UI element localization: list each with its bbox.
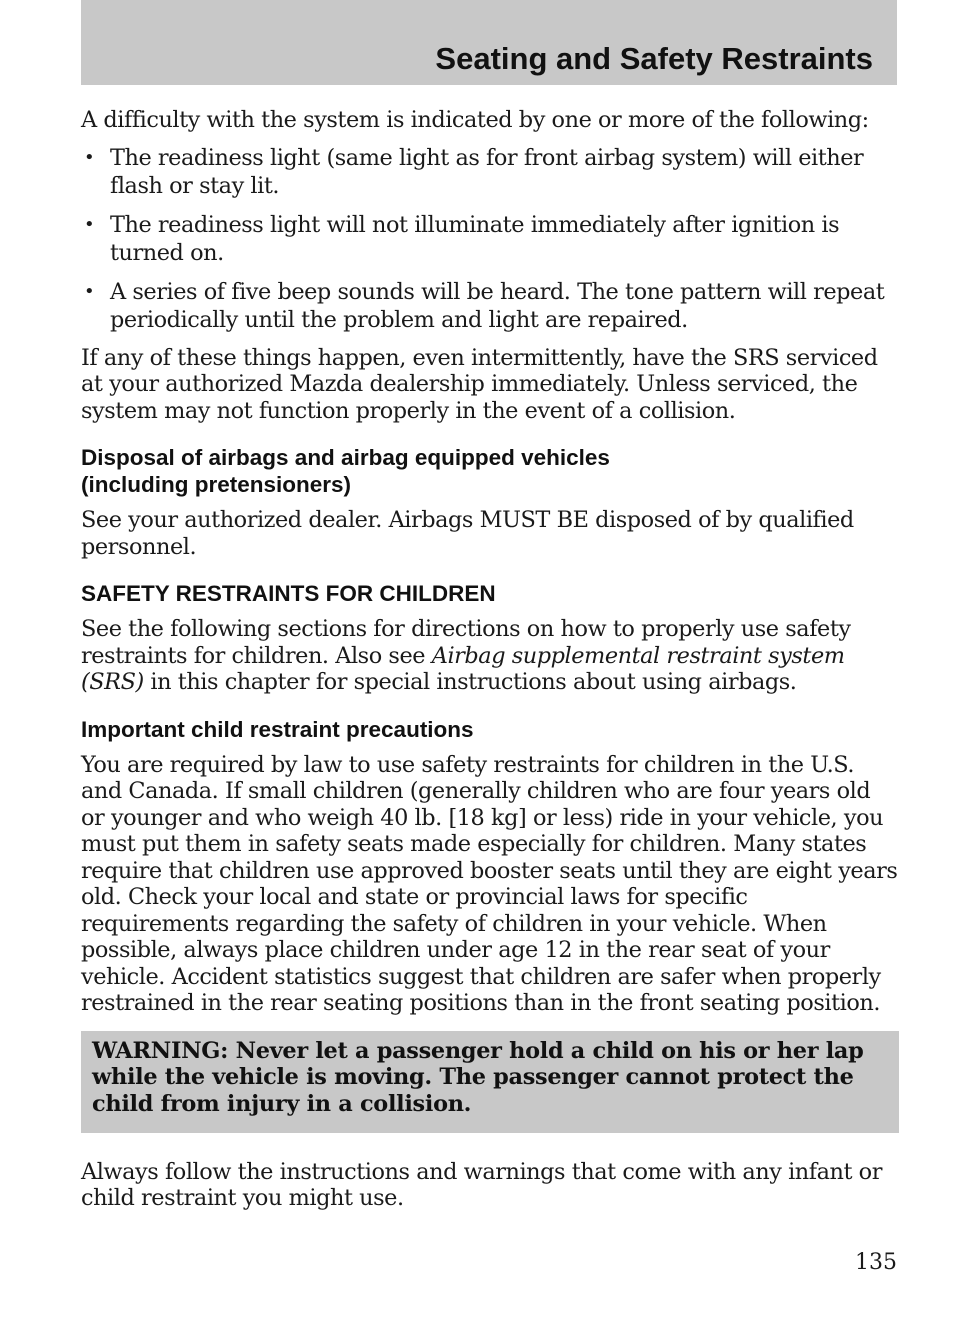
page-content xyxy=(81,107,899,1212)
page-number: 135 xyxy=(855,1250,897,1275)
symptom-list xyxy=(81,144,899,334)
warning-text: WARNING: Never let a passenger hold a child on his or her lap while the vehicle is moving. The passenger cannot protect the child from injury in a collision. xyxy=(92,1037,864,1118)
precautions-paragraph: You are required by law to use safety restraints for children in the U.S. and Canada. If small children (generally children who are four years old or younger and who weigh 40 lb. [18 kg] or less) ride in your vehicle, you must put them in safety seats made especially for children. Many states require that children use approved booster seats until they are eight years old. Check your local and state or provincial laws for specific requirements regarding the safety of children in your vehicle. When possible, always place children under age 12 in the rear seat of your vehicle. Accident statistics suggest that children are safer when properly restrained in the rear seating positions than in the front seating position. xyxy=(81,751,898,1016)
disposal-paragraph: See your authorized dealer. Airbags MUST BE disposed of by qualified personnel. xyxy=(81,507,854,560)
children-text-before: See the following sections for directions on how to properly use safety restraints for children. Also see xyxy=(81,616,851,669)
bullet-icon: • xyxy=(84,213,95,235)
page-title: Seating and Safety Restraints xyxy=(435,41,873,76)
list-item xyxy=(81,144,899,200)
disposal-heading: Disposal of airbags and airbag equipped vehicles (including pretensioners) xyxy=(81,445,610,497)
children-paragraph xyxy=(81,616,899,696)
header-bar xyxy=(81,0,897,85)
warning-box xyxy=(81,1031,899,1133)
closing-paragraph: Always follow the instructions and warnings that come with any infant or child restraint you might use. xyxy=(81,1158,882,1212)
bullet-icon: • xyxy=(84,146,95,168)
list-item-text: The readiness light will not illuminate immediately after ignition is turned on. xyxy=(110,211,840,266)
srs-reference: Airbag supplemental restraint system (SRS) xyxy=(81,642,845,695)
list-item xyxy=(81,211,899,267)
precautions-heading: Important child restraint precautions xyxy=(81,716,474,742)
list-item xyxy=(81,278,899,334)
children-text-after: in this chapter for special instructions about using airbags. xyxy=(143,669,797,695)
bullet-icon: • xyxy=(84,280,95,302)
intro-paragraph: A difficulty with the system is indicated by one or more of the following: xyxy=(81,107,869,133)
children-heading: SAFETY RESTRAINTS FOR CHILDREN xyxy=(81,581,496,606)
srs-service-paragraph: If any of these things happen, even intermittently, have the SRS serviced at your authorized Mazda dealership immediately. Unless serviced, the system may not function properly in the event of a collision. xyxy=(81,344,878,424)
list-item-text: A series of five beep sounds will be heard. The tone pattern will repeat periodically until the problem and light are repaired. xyxy=(110,278,885,333)
list-item-text: The readiness light (same light as for front airbag system) will either flash or stay lit. xyxy=(110,144,864,199)
